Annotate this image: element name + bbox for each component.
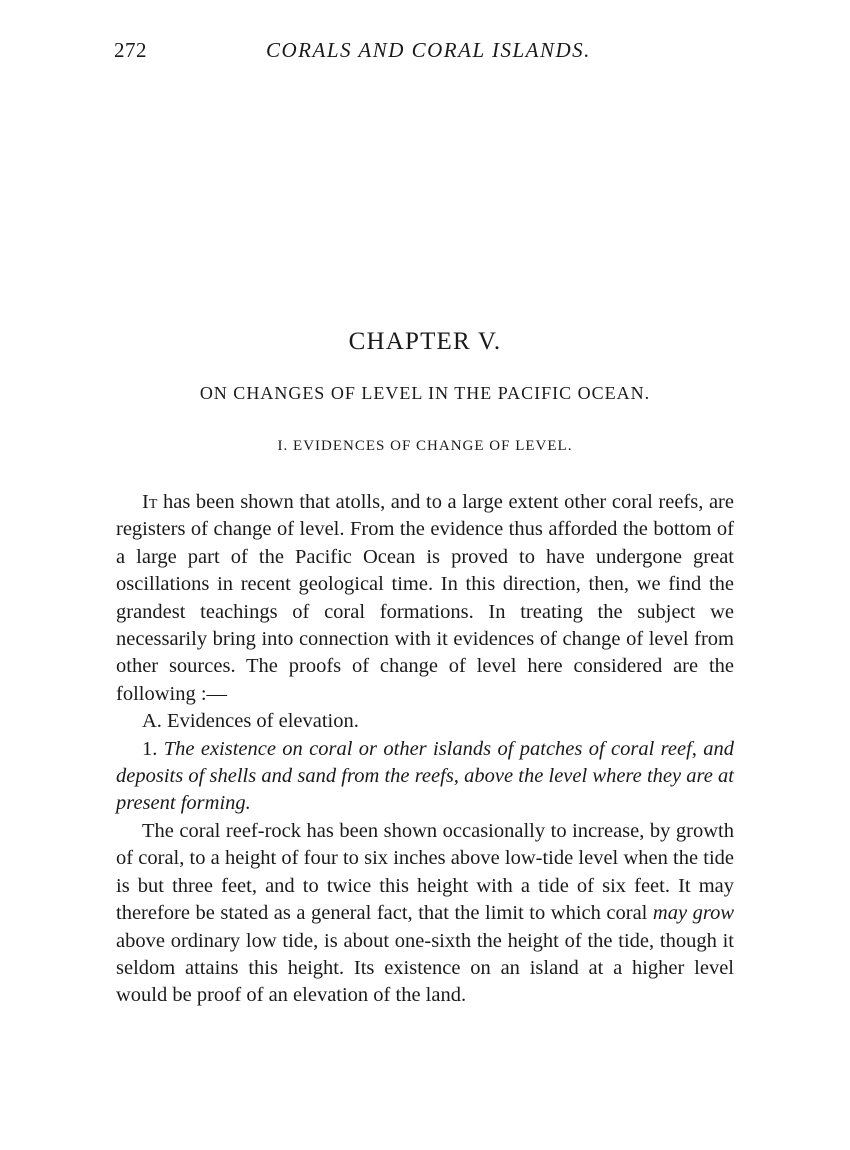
page-number: 272 [114,38,147,62]
paragraph-1-lead: It [142,491,158,513]
paragraph-3 [116,736,734,818]
running-title: CORALS AND CORAL ISLANDS. [266,38,591,62]
paragraph-3-text: The existence on coral or other islands of patches of coral reef, and deposits of shells and sand from the reefs, above the level where they are at present forming. [116,737,734,815]
paragraph-1 [116,489,734,708]
running-head [114,38,734,68]
paragraph-4-italic: may grow [652,902,734,925]
paragraph-2: A. Evidences of elevation. [142,710,359,733]
paragraph-1-text: has been shown that atolls, and to a large extent other coral reefs, are registers of change of level. From the evidence thus afforded the bottom of a large part of the Pacific Ocean is proved to have undergone great oscillations in recent geological time. In this direction, then, we find the grandest teachings of coral formations. In treating the subject we necessarily bring into connection with it evidences of change of level from other sources. The proofs of change of level here considered are the following :— [116,491,734,705]
paragraph-4-text: The coral reef-rock has been shown occasionally to increase, by growth of coral, to a height of four to six inches above low-tide level when the tide is but three feet, and to twice this height with a tide of six feet. It may therefore be stated as a general fact, that the limit to which coral [116,819,734,925]
chapter-title: CHAPTER V. [348,328,502,355]
paragraph-4 [116,818,734,1010]
chapter-subtitle: ON CHANGES OF LEVEL IN THE PACIFIC OCEAN. [199,383,651,403]
section-heading: I. EVIDENCES OF CHANGE OF LEVEL. [277,438,573,454]
paragraph-3-number: 1. [142,737,158,760]
body-text [116,489,734,1010]
paragraph-4-end: above ordinary low tide, is about one-sixth the height of the tide, though it seldom attains this height. Its existence on an island at a higher level would be proof of an elevation of the land. [116,929,734,1007]
